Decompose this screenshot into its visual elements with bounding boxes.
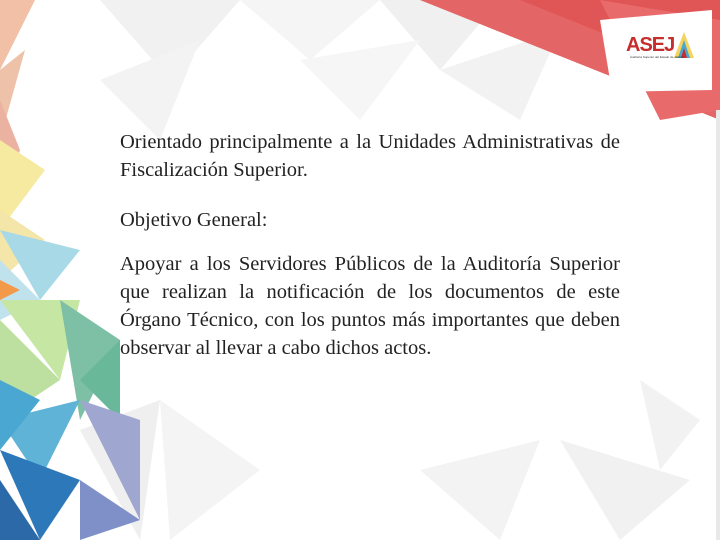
objective-heading: Objetivo General:	[120, 209, 268, 231]
intro-paragraph: Orientado principalmente a la Unidades Administrativas de Fiscalización Superior.	[120, 131, 620, 181]
logo-subtitle: Auditoría Superior del Estado de Jalisco	[630, 55, 684, 59]
slide-body	[120, 128, 620, 384]
objective-paragraph: Apoyar a los Servidores Públicos de la Auditoría Superior que realizan la notificación de los documentos de este Órgano Técnico, con los puntos más importantes que deben observar al llevar a cabo dichos actos.	[120, 253, 620, 359]
asej-logo	[622, 28, 698, 80]
logo-wordmark: ASEJ	[626, 34, 675, 56]
